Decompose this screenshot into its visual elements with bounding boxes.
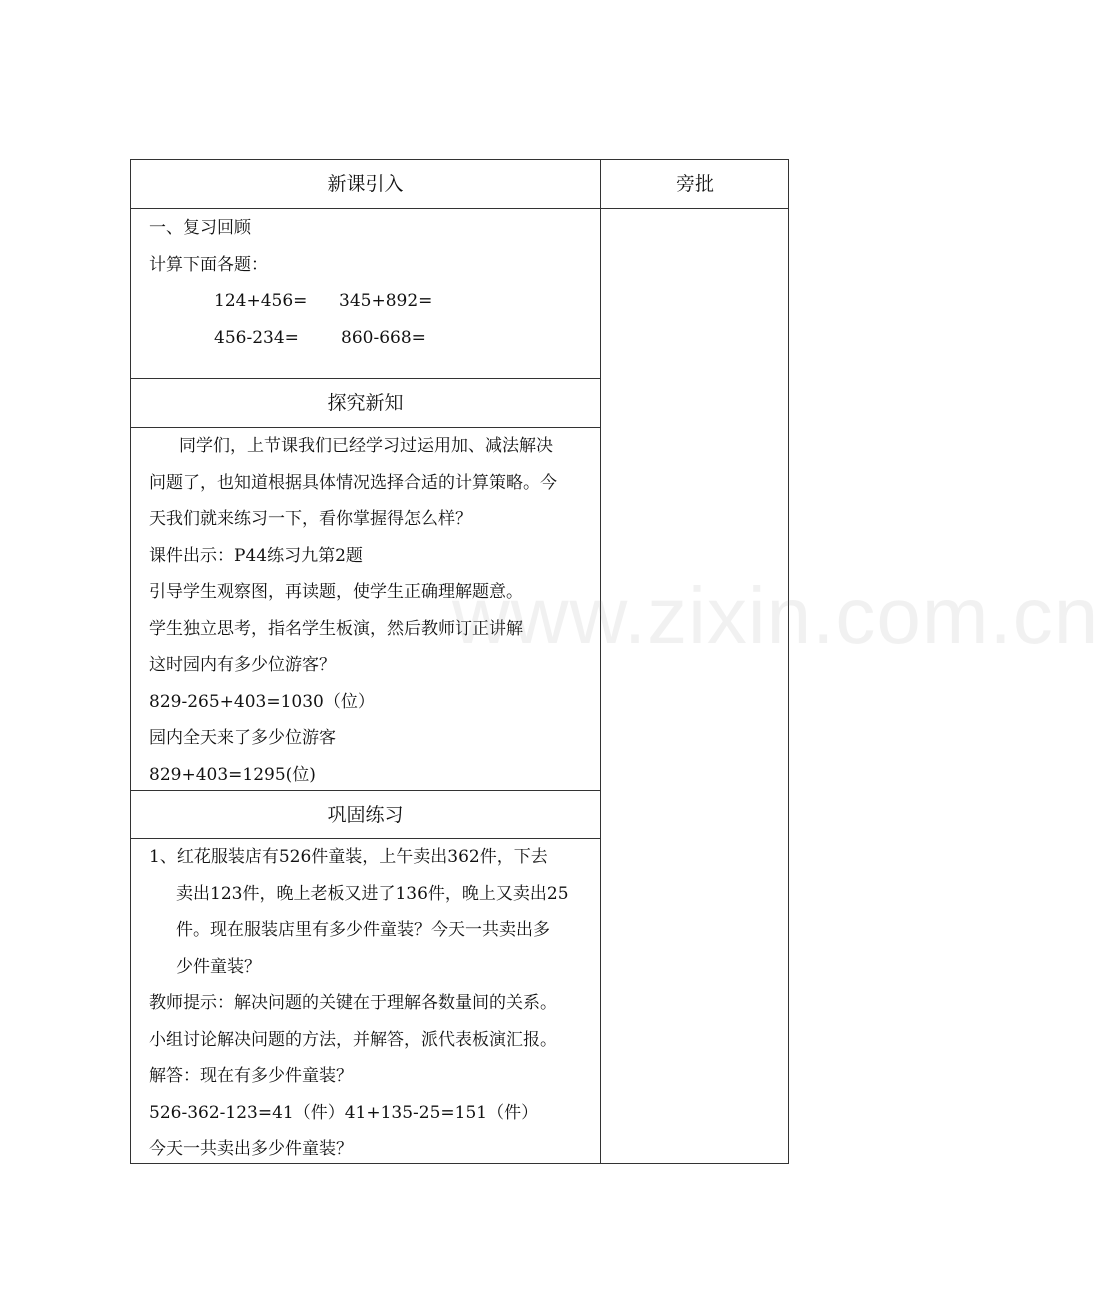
practice-line: 小组讨论解决问题的方法，并解答，派代表板演汇报。 (149, 1029, 557, 1050)
header-new-lesson: 新课引入 (327, 173, 404, 195)
practice-line: 卖出123件，晚上老板又进了136件，晚上又卖出25 (176, 883, 569, 904)
explore-line: 课件出示：P44练习九第2题 (149, 545, 363, 566)
review-prompt: 计算下面各题： (149, 254, 268, 275)
header-annotations: 旁批 (675, 173, 714, 195)
column-divider (600, 160, 601, 1163)
explore-line: 这时园内有多少位游客？ (149, 655, 336, 675)
calc-row (149, 320, 589, 357)
calc-item: 456-234= (214, 327, 299, 348)
practice-line: 解答：现在有多少件童装？ (149, 1066, 353, 1086)
section-review (149, 210, 589, 356)
practice-line: 少件童装？ (176, 956, 261, 977)
practice-line: 今天一共卖出多少件童装？ (149, 1139, 353, 1159)
practice-line: 教师提示：解决问题的关键在于理解各数量间的关系。 (149, 993, 557, 1013)
section-explore (149, 428, 589, 793)
calc-item: 860-668= (341, 327, 426, 348)
explore-line: 引导学生观察图，再读题，使学生正确理解题意。 (149, 582, 523, 602)
practice-line: 1、红花服装店有526件童装，上午卖出362件，下去 (149, 847, 548, 867)
practice-line: 526-362-123=41（件）41+135-25=151（件） (149, 1102, 539, 1123)
explore-line: 同学们，上节课我们已经学习过运用加、减法解决 (179, 436, 553, 456)
section-title-practice: 巩固练习 (327, 804, 404, 826)
calc-row (149, 283, 589, 320)
lesson-table (130, 159, 789, 1164)
explore-line: 829+403=1295(位) (149, 764, 316, 785)
explore-line: 829-265+403=1030（位） (149, 691, 375, 712)
explore-line: 问题了，也知道根据具体情况选择合适的计算策略。今 (149, 472, 557, 493)
review-title: 一、复习回顾 (149, 218, 251, 238)
calc-item: 345+892= (339, 291, 433, 311)
explore-line: 天我们就来练习一下，看你掌握得怎么样？ (149, 509, 472, 529)
section-title-explore: 探究新知 (327, 392, 404, 414)
calc-item: 124+456= (214, 291, 308, 311)
watermark: www.zixin.com.cn (452, 571, 1099, 660)
section-practice (149, 839, 589, 1168)
explore-line: 学生独立思考，指名学生板演，然后教师订正讲解 (149, 618, 523, 639)
practice-line: 件。现在服装店里有多少件童装？今天一共卖出多 (176, 920, 550, 940)
explore-line: 园内全天来了多少位游客 (149, 728, 336, 748)
